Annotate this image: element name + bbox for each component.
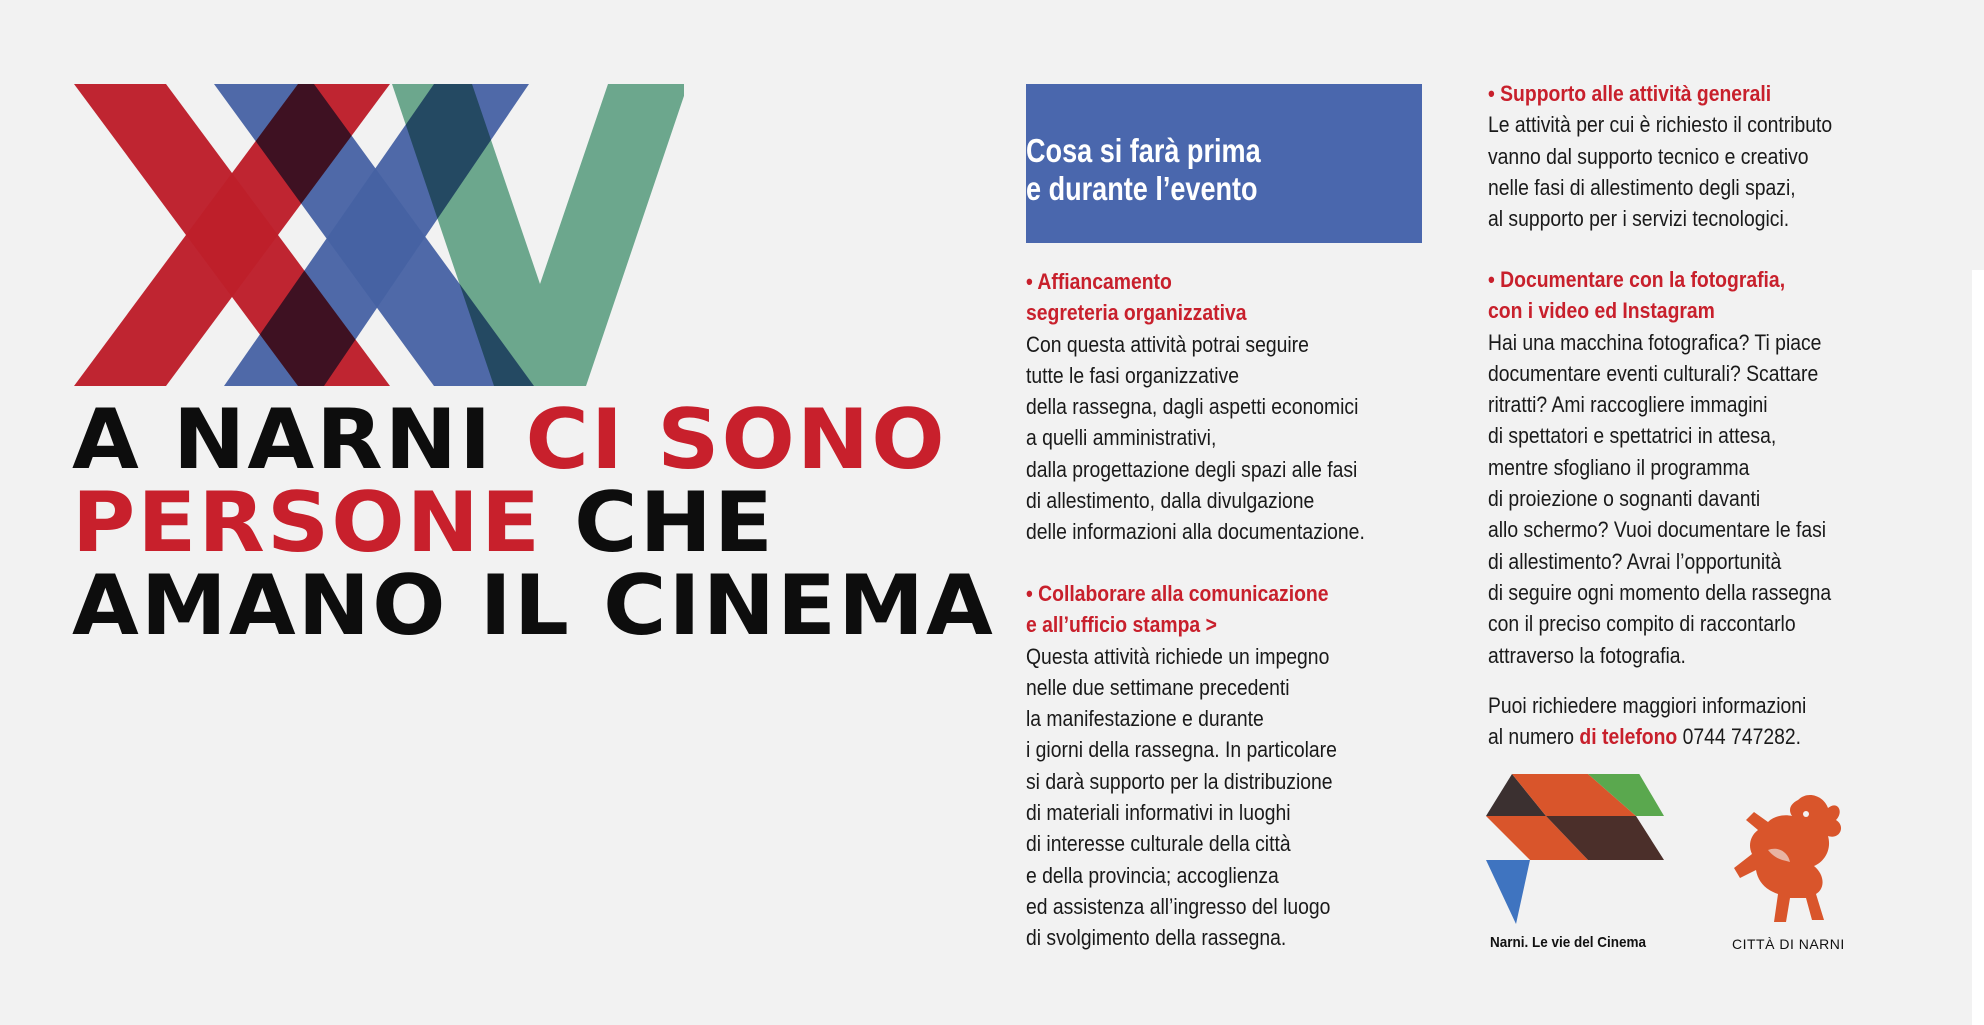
comunicazione-heading[interactable]: • Collaborare alla comunicazione e all’ufficio stampa > — [1026, 581, 1329, 638]
citta-di-narni-label: CITTÀ DI NARNI — [1732, 936, 1845, 952]
contact-line2 — [1488, 721, 1806, 752]
narni-cinema-logo — [1486, 774, 1666, 924]
xxv-logo — [74, 84, 684, 386]
headline-line2-a: PERSONE — [72, 474, 543, 571]
segreteria-heading: • Affiancamento segreteria organizzativa — [1026, 269, 1247, 326]
comunicazione-body: Questa attività richiede un impegno nelle due settimane precedenti la manifestazione e durante i giorni della rassegna. In particolare si darà supporto per la distribuzione di materiali informativi in luoghi di interesse culturale della città e della provincia; accoglienza ed assistenza all’ingresso del luogo di svolgimento della rassegna. — [1026, 643, 1337, 951]
contact-info — [1488, 690, 1806, 753]
section-supporto — [1488, 78, 1832, 234]
section-fotografia — [1488, 264, 1831, 671]
section-comunicazione — [1026, 578, 1337, 954]
supporto-body: Le attività per cui è richiesto il contributo vanno dal supporto tecnico e creativo nelle fasi di allestimento degli spazi, al supporto per i servizi tecnologici. — [1488, 112, 1833, 232]
contact-line1: Puoi richiedere maggiori informazioni — [1488, 693, 1807, 718]
phone-number[interactable]: 0744 747282. — [1677, 724, 1801, 750]
section-banner — [1026, 84, 1422, 243]
fotografia-body: Hai una macchina fotografica? Ti piace documentare eventi culturali? Scattare ritratti? Ami raccogliere immagini di spettatori e spettatrici in attesa, mentre sfogliano il programma di proiezione o sognanti davanti allo schermo? Vuoi documentare le fasi di allestimento? Avrai l’opportunità di seguire ogni momento della rassegna con il preciso compito di raccontarlo attraverso la fotografia. — [1488, 329, 1832, 668]
segreteria-body: Con questa attività potrai seguire tutte le fasi organizzative della rassegna, dagli aspetti economici a quelli amministrativi, dalla progettazione degli spazi alle fasi di allestimento, dalla divulgazione delle informazioni alla documentazione. — [1026, 331, 1365, 545]
supporto-heading: • Supporto alle attività generali — [1488, 81, 1772, 106]
griffin-crest-icon — [1728, 790, 1848, 930]
contact-line2-a: al numero — [1488, 724, 1580, 750]
page-edge — [1972, 270, 1984, 1025]
phone-label: di telefono — [1579, 724, 1678, 750]
banner-title: Cosa si farà prima e durante l’evento — [1026, 132, 1261, 207]
headline-line1-b: CI SONO — [525, 391, 947, 488]
narni-cinema-label: Narni. Le vie del Cinema — [1490, 934, 1647, 951]
headline — [72, 391, 1039, 654]
headline-line3: AMANO IL CINEMA — [72, 557, 995, 654]
fotografia-heading: • Documentare con la fotografia, con i video ed Instagram — [1488, 267, 1786, 324]
headline-line1-a: A NARNI — [72, 391, 526, 488]
section-segreteria — [1026, 266, 1365, 548]
headline-line2-b: CHE — [542, 474, 775, 571]
